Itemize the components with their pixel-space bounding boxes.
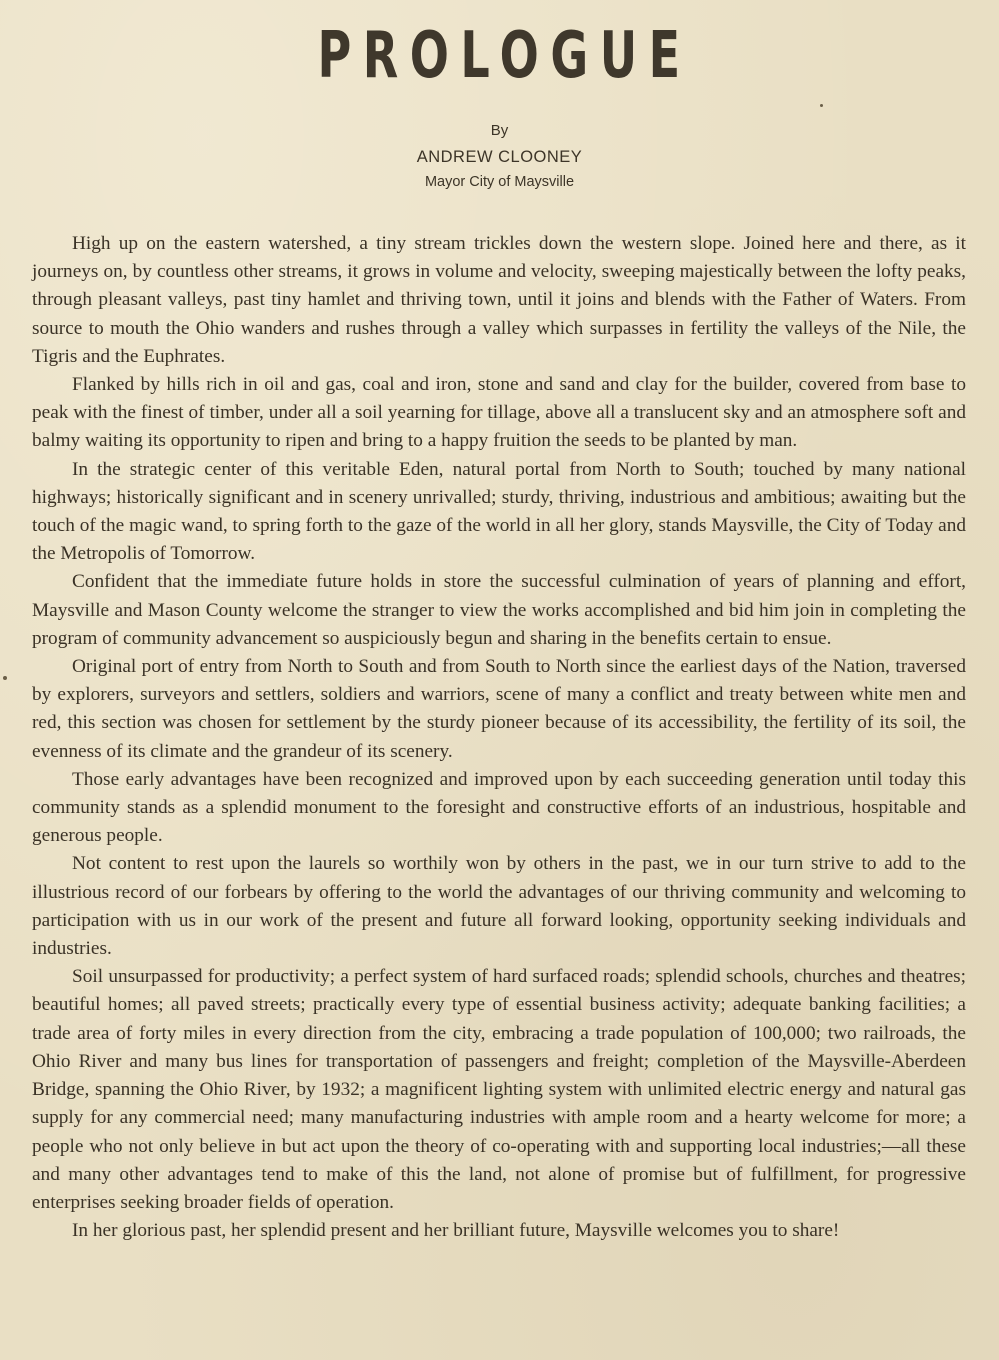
paragraph-4: Confident that the immediate future holds in store the successful culmination of years of planning and effort, Maysville and Mason County welcome the stranger to view the works accomplished and bid him join in completing the program of community advancement so auspiciously begun and sharing in the benefits certain to ensue.	[32, 571, 966, 649]
page-title: PROLOGUE	[317, 19, 692, 93]
paragraph-5: Original port of entry from North to South and from South to North since the earliest days of the Nation, traversed by explorers, surveyors and settlers, soldiers and warriors, scene of many a conflict and treaty between white men and red, this section was chosen for settlement by the sturdy pioneer because of its accessibility, the fertility of its soil, the evenness of its climate and the grandeur of its scenery.	[32, 656, 966, 762]
paragraph-9: In her glorious past, her splendid present and her brilliant future, Maysville welcomes you to share!	[72, 1220, 840, 1242]
paragraph-7: Not content to rest upon the laurels so worthily won by others in the past, we in our turn strive to add to the illustrious record of our forbears by offering to the world the advantages of our thriving community and welcoming to participation with us in our work of the present and future all forward looking, opportunity seeking individuals and industries.	[32, 853, 966, 960]
paragraph-1: High up on the eastern watershed, a tiny stream trickles down the western slope. Joined here and there, as it journeys on, by countless other streams, it grows in volume and velocity, sweeping majestically between the lofty peaks, through pleasant valleys, past tiny hamlet and thriving town, until it joins and blends with the Father of Waters. From source to mouth the Ohio wanders and rushes through a valley which surpasses in fertility the valleys of the Nile, the Tigris and the Euphrates.	[32, 233, 966, 367]
paper-speck	[3, 676, 7, 680]
paragraph-6: Those early advantages have been recognized and improved upon by each succeeding generation until today this community stands as a splendid monument to the foresight and constructive efforts of an industrious, hospitable and generous people.	[32, 768, 966, 847]
byline-by: By	[490, 122, 509, 139]
paragraph-2: Flanked by hills rich in oil and gas, coal and iron, stone and sand and clay for the builder, covered from base to peak with the finest of timber, under all a soil yearning for tillage, above all a translucent sky and an atmosphere soft and balmy waiting its opportunity to ripen and bring to a happy fruition the seeds to be planted by man.	[32, 374, 966, 452]
author-role: Mayor City of Maysville	[424, 174, 575, 190]
paragraph-3: In the strategic center of this veritable Eden, natural portal from North to South; touched by many national highways; historically significant and in scenery unrivalled; sturdy, thriving, industrious and ambitious; awaiting but the touch of the magic wand, to spring forth to the gaze of the world in all her glory, stands Maysville, the City of Today and the Metropolis of Tomorrow.	[32, 458, 966, 565]
paper-speck	[820, 104, 823, 107]
author-name: ANDREW CLOONEY	[416, 148, 583, 166]
paragraph-8: Soil unsurpassed for productivity; a perfect system of hard surfaced roads; splendid schools, churches and theatres; beautiful homes; all paved streets; practically every type of essential business activity; adequate banking facilities; a trade area of forty miles in every direction from the city, embracing a trade population of 100,000; two railroads, the Ohio River and many bus lines for transportation of passengers and freight; completion of the Maysville-Aberdeen Bridge, spanning the Ohio River, by 1932; a magnificent lighting system with unlimited electric energy and natural gas supply for any commercial need; many manufacturing industries with ample room and a hearty welcome for more; a people who not only believe in but act upon the theory of co-operating with and supporting local industries;—all these and many other advantages tend to make of this the land, not alone of promise but of fulfillment, for progressive enterprises seeking broader fields of operation.	[32, 966, 966, 1213]
prologue-body	[32, 230, 966, 1245]
